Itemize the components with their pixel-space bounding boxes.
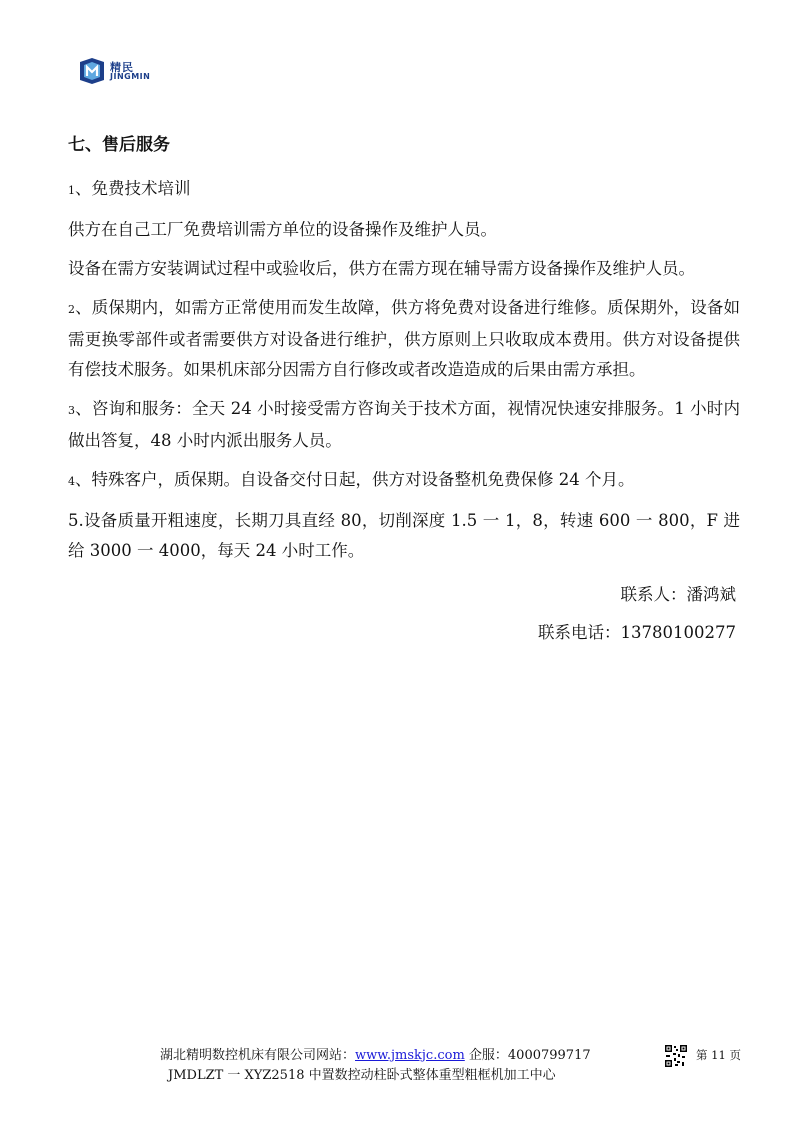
qr-code-icon: [664, 1044, 688, 1068]
page-footer: [0, 1044, 800, 1094]
jingmin-logo-icon: [78, 58, 106, 84]
company-logo: [78, 56, 168, 86]
footer-service: 企服：4000799717: [464, 1048, 591, 1063]
logo-english: JINGMIN: [110, 72, 151, 81]
document-body: [68, 128, 740, 648]
page-number: 第 11 页: [696, 1048, 741, 1062]
contact-person: 联系人：潘鸿斌: [620, 585, 736, 604]
footer-product: JMDLZT 一 XYZ2518 中置数控动柱卧式整体重型粗框机加工中心: [168, 1068, 556, 1083]
item-2-number: 2: [68, 303, 75, 316]
item-3-number: 3: [68, 404, 75, 417]
item-1-paragraph-2: 设备在需方安装调试过程中或验收后，供方在需方现在辅导需方设备操作及维护人员。: [68, 259, 695, 278]
section-title: 七、售后服务: [68, 135, 170, 155]
footer-line-1: [160, 1044, 591, 1063]
contact-phone: 联系电话：13780100277: [538, 623, 736, 642]
item-4-text: 、特殊客户，质保期。自设备交付日起，供方对设备整机免费保修 24 个月。: [75, 470, 635, 489]
item-1-title: [68, 174, 740, 206]
item-1-paragraph-1: 供方在自己工厂免费培训需方单位的设备操作及维护人员。: [68, 220, 497, 239]
item-2: [68, 293, 740, 385]
item-5: 5.设备质量开粗速度，长期刀具直经 80，切削深度 1.5 一 1，8，转速 600 一 800，F 进给 3000 一 4000，每天 24 小时工作。: [68, 511, 740, 560]
item-3-text: 、咨询和服务：全天 24 小时接受需方咨询关于技术方面，视情况快速安排服务。1 小时内做出答复，48 小时内派出服务人员。: [68, 399, 740, 450]
footer-company: 湖北精明数控机床有限公司网站：: [160, 1048, 356, 1063]
item-3: [68, 394, 740, 456]
logo-chinese: 精民: [110, 61, 134, 74]
item-1-number: 1: [68, 184, 75, 197]
item-4: [68, 465, 740, 497]
item-1-text: 、免费技术培训: [75, 179, 191, 198]
website-link[interactable]: www.jmskjc.com: [355, 1048, 465, 1063]
item-4-number: 4: [68, 475, 75, 488]
item-2-text: 、质保期内，如需方正常使用而发生故障，供方将免费对设备进行维修。质保期外，设备如需更换零部件或者需要供方对设备进行维护，供方原则上只收取成本费用。供方对设备提供有偿技术服务。如果机床部分因需方自行修改或者改造造成的后果由需方承担。: [68, 298, 740, 379]
